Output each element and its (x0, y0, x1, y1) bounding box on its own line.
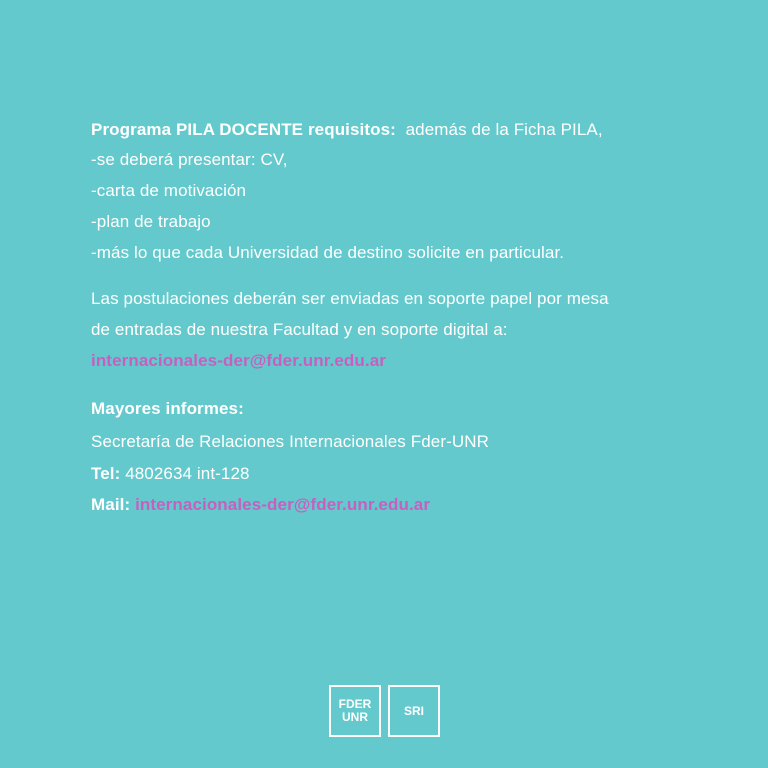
requirements-heading-line (91, 116, 711, 144)
main-content (91, 116, 711, 520)
info-heading: Mayores informes: (91, 399, 244, 418)
fder-unr-logo (329, 685, 381, 737)
submission-email-link[interactable]: internacionales-der@fder.unr.edu.ar (91, 351, 386, 370)
info-section (91, 392, 711, 520)
requirement-item: -más lo que cada Universidad de destino solicite en particular. (91, 243, 565, 262)
submission-text-line-2: de entradas de nuestra Facultad y en soporte digital a: (91, 320, 508, 339)
requirement-item: -carta de motivación (91, 181, 247, 200)
phone-line (91, 458, 711, 489)
submission-section (91, 283, 711, 376)
sri-logo (388, 685, 440, 737)
requirement-item: -se deberá presentar: CV, (91, 150, 288, 169)
fder-logo-text-2: UNR (342, 710, 368, 724)
requirement-item: -plan de trabajo (91, 212, 211, 231)
submission-text-line-1: Las postulaciones deberán ser enviadas en soporte papel por mesa (91, 289, 609, 308)
fder-logo-text-1: FDER (338, 697, 372, 711)
mail-line (91, 489, 711, 520)
logos (329, 685, 440, 737)
mail-link[interactable]: internacionales-der@fder.unr.edu.ar (135, 495, 431, 514)
requirements-heading: Programa PILA DOCENTE requisitos: (91, 120, 396, 139)
requirements-section (91, 116, 711, 268)
office-name: Secretaría de Relaciones Internacionales Fder-UNR (91, 432, 489, 451)
mail-label: Mail: (91, 495, 131, 514)
sri-logo-text: SRI (403, 704, 424, 718)
phone-value: 4802634 int-128 (125, 464, 250, 483)
phone-label: Tel: (91, 464, 121, 483)
requirements-intro: además de la Ficha PILA, (405, 120, 603, 139)
